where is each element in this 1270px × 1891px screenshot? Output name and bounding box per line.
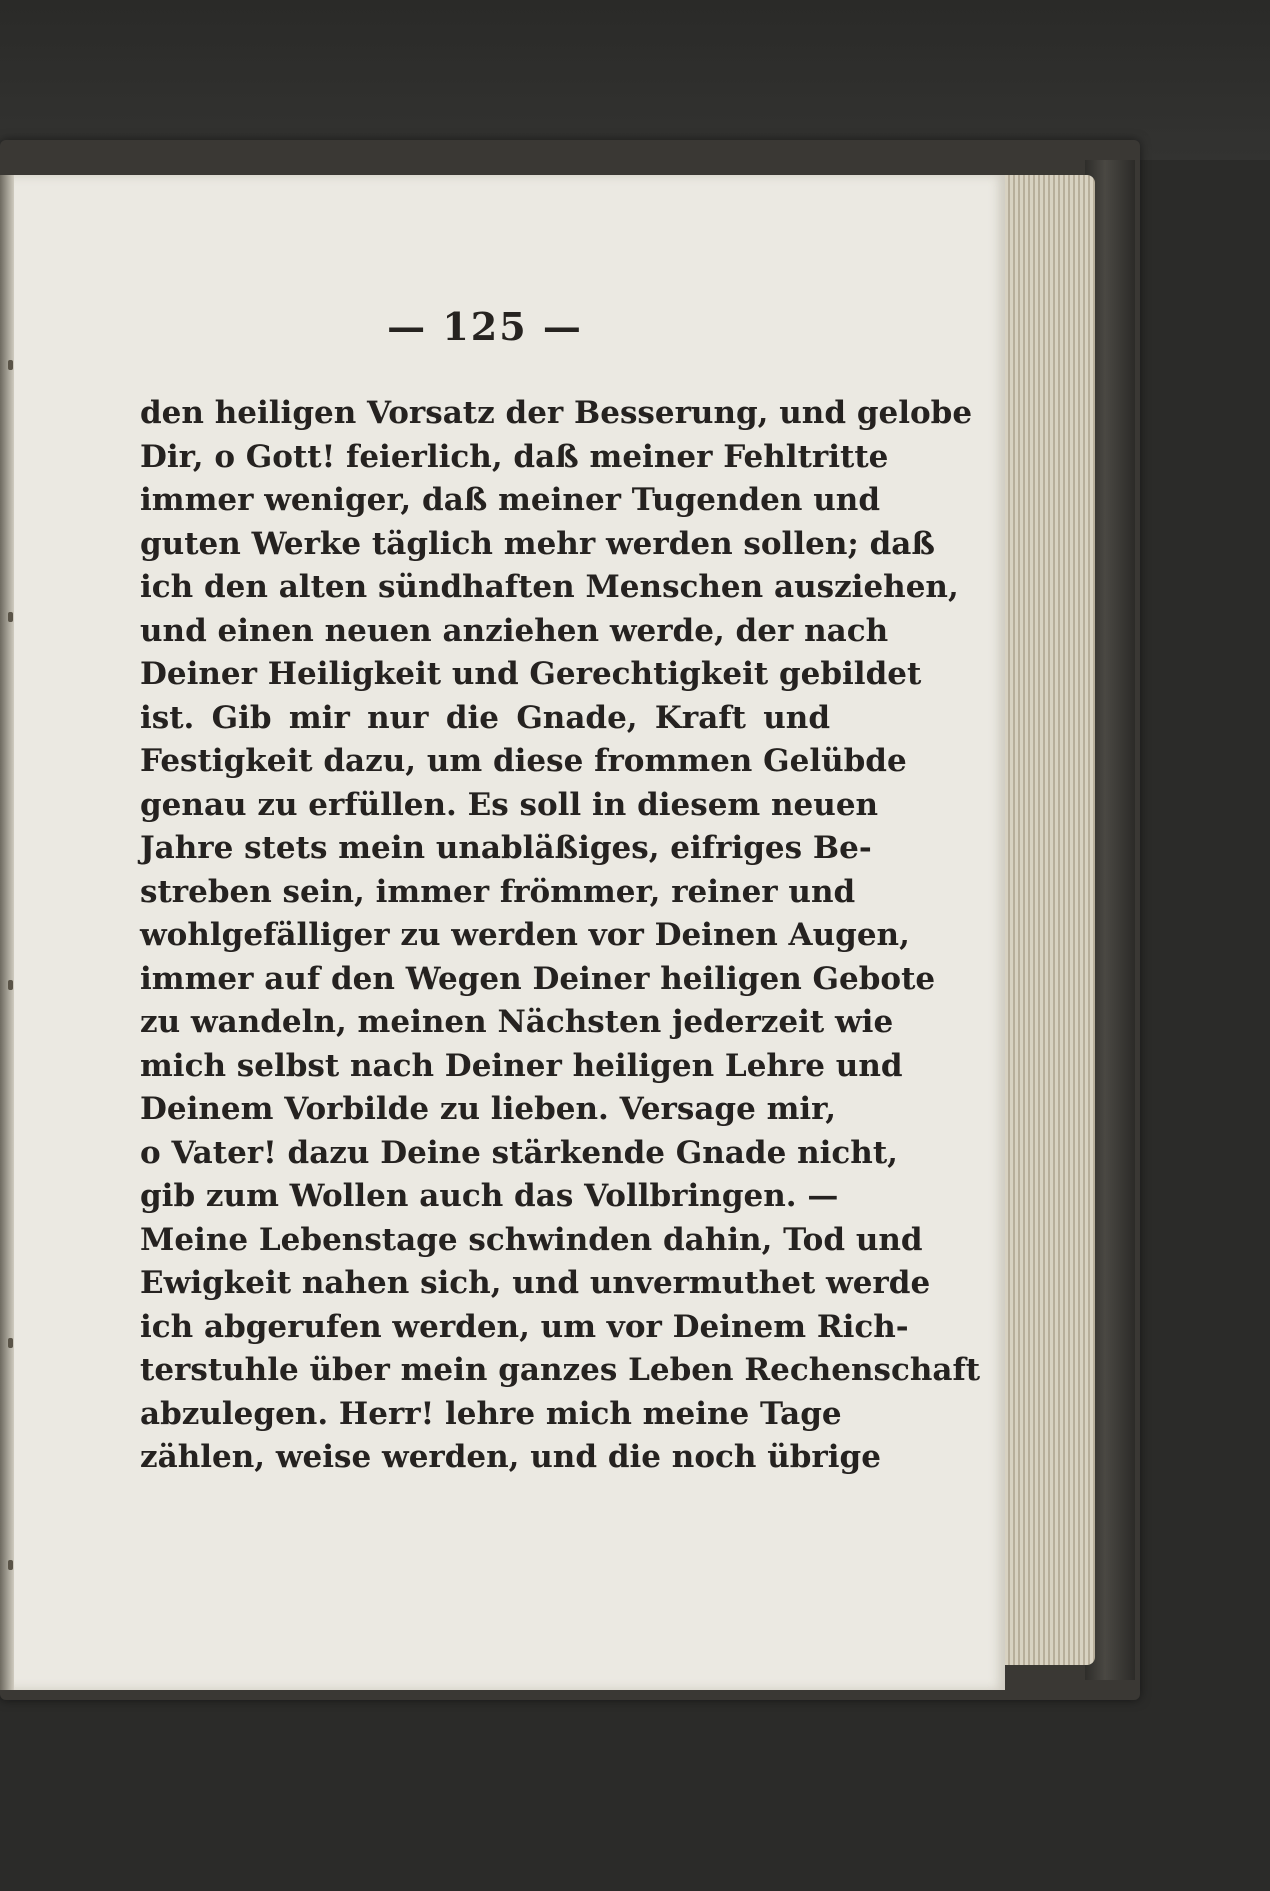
text-line: o Vater! dazu Deine stärkende Gnade nicht,: [140, 1134, 898, 1171]
text-line: zählen, weise werden, und die noch übrige: [140, 1439, 881, 1475]
backdrop: [0, 0, 1270, 160]
page-number-header: — 125 —: [387, 304, 583, 349]
text-line: Deinem Vorbilde zu lieben. Versage mir,: [140, 1091, 837, 1127]
text-line: immer weniger, daß meiner Tugenden und: [140, 482, 880, 518]
text-line: Deiner Heiligkeit und Gerechtigkeit gebildet: [140, 656, 922, 692]
binding-stitch: [8, 360, 13, 370]
text-line: abzulegen. Herr! lehre mich meine Tage: [140, 1395, 842, 1432]
binding-stitch: [8, 1560, 13, 1570]
text-line: den heiligen Vorsatz der Besserung, und gelobe: [140, 395, 973, 431]
text-line: Meine Lebenstage schwinden dahin, Tod und: [140, 1221, 923, 1258]
text-line: und einen neuen anziehen werde, der nach: [140, 612, 889, 649]
binding-stitch: [8, 1338, 13, 1348]
text-line: mich selbst nach Deiner heiligen Lehre und: [140, 1047, 903, 1084]
text-line: wohlgefälliger zu werden vor Deinen Augen,: [140, 917, 910, 953]
text-line: zu wandeln, meinen Nächsten jederzeit wie: [140, 1004, 894, 1040]
text-line: immer auf den Wegen Deiner heiligen Gebote: [140, 960, 936, 997]
page-edges: [995, 175, 1095, 1665]
text-line: Festigkeit dazu, um diese frommen Gelübde: [140, 743, 907, 779]
text-line: ich abgerufen werden, um vor Deinem Rich-: [140, 1308, 909, 1345]
text-line: Dir, o Gott! feierlich, daß meiner Fehltritte: [140, 438, 889, 475]
binding-stitch: [8, 980, 13, 990]
text-line: Jahre stets mein unabläßiges, eifriges Be-: [140, 830, 872, 866]
body-text: [140, 392, 981, 1480]
text-line: streben sein, immer frömmer, reiner und: [140, 873, 856, 910]
binding-stitch: [8, 612, 13, 622]
text-line: guten Werke täglich mehr werden sollen; daß: [140, 525, 935, 562]
text-line: ich den alten sündhaften Menschen ausziehen,: [140, 569, 959, 605]
text-line: genau zu erfüllen. Es soll in diesem neuen: [140, 786, 879, 823]
text-line: gib zum Wollen auch das Vollbringen. —: [140, 1178, 839, 1214]
text-line: terstuhle über mein ganzes Leben Rechenschaft: [140, 1352, 981, 1388]
page-gutter: [0, 175, 14, 1690]
text-line: ist. Gib mir nur die Gnade, Kraft und: [140, 699, 830, 736]
text-line: Ewigkeit nahen sich, und unvermuthet werde: [140, 1265, 931, 1301]
